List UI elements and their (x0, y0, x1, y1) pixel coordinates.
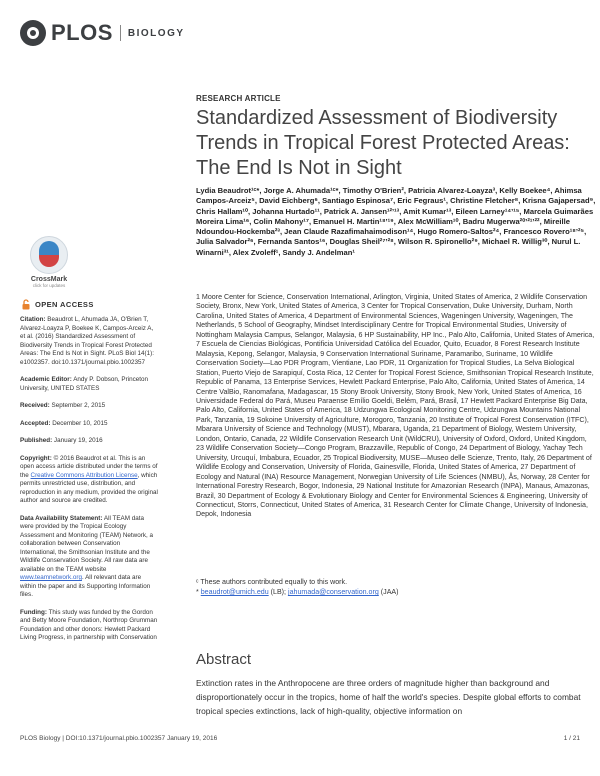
contribution-note: ᶜ These authors contributed equally to this work. (196, 578, 348, 586)
title-line: Standardized Assessment of Biodiversity (196, 107, 558, 129)
page-number: 1 / 21 (563, 735, 580, 742)
abstract-text: Extinction rates in the Anthropocene are three orders of magnitude higher than background and disproportionately occur in the tropics, home of half the world's species. Despite global efforts to combat tropical species extinctions, lack of high-quality, objective information on (196, 678, 581, 716)
crossmark-badge[interactable] (27, 236, 71, 288)
open-access-badge (22, 299, 94, 310)
crossmark-icon (30, 236, 68, 274)
plos-logo-icon (20, 20, 46, 46)
journal-header (20, 20, 185, 46)
article-metadata-sidebar (20, 316, 158, 652)
copyright: Copyright: © 2016 Beaudrot et al. This is an open access article distributed under the terms of the Creative Commons Attribution License, which permits unrestricted use, distribution, and reproduction in any medium, provided the original author and source are credited. (20, 454, 158, 504)
academic-editor: Academic Editor: Andy P. Dobson, Princeton University, UNITED STATES (20, 376, 148, 392)
article-title (196, 106, 586, 181)
team-website-link[interactable]: www.teamnetwork.org (20, 574, 82, 581)
footer-citation: PLOS Biology | DOI:10.1371/journal.pbio.1002357 January 19, 2016 (20, 735, 218, 742)
accepted-date: Accepted: December 10, 2015 (20, 419, 108, 427)
funding: Funding: This study was funded by the Gordon and Betty Moore Foundation, Northrop Grumman Foundation and other donors: Hewlett Packard Living Progress, in partnership with Conservation (20, 608, 158, 641)
author-notes (196, 577, 596, 597)
citation: Citation: Beaudrot L, Ahumada JA, O'Brien T, Alvarez-Loayza P, Boekee K, Campos-Arceiz A, et al. (2016) Standardized Assessment of Biodiversity Trends in Tropical Forest Protected Areas: The End Is Not in Sight. PLoS Biol 14(1): e1002357. doi:10.1371/journal.pbio.1002357 (20, 316, 154, 366)
title-line: The End Is Not in Sight (196, 157, 402, 179)
open-access-label: OPEN ACCESS (35, 300, 94, 309)
article-type: RESEARCH ARTICLE (196, 94, 281, 103)
crossmark-label: CrossMark (30, 276, 68, 283)
correspondence: * beaudrot@umich.edu (LB); jahumada@conservation.org (JAA) (196, 588, 399, 596)
logo-text: PLOS (51, 20, 113, 45)
received-date: Received: September 2, 2015 (20, 402, 106, 409)
journal-name: BIOLOGY (127, 27, 185, 39)
logo-divider (120, 25, 121, 41)
author-list: Lydia Beaudrot¹ᶜ*, Jorge A. Ahumada¹ᶜ*, Timothy O'Brien², Patricia Alvarez-Loayza³, Kelly Boekee⁴, Ahimsa Campos-Arceiz⁵, David Eichberg⁶, Santiago Espinosa⁷, Eric Fegraus¹, Christine Fletcher⁸, Krisna Gajapersad⁹, Chris Hallam¹⁰, Johanna Hurtado¹¹, Patrick A. Jansen¹²ʼ¹³, Amit Kumar¹³, Eileen Larney¹⁴ʼ¹⁵, Marcela Guimarães Moreira Lima¹⁶, Colin Mahony¹⁷, Emanuel H. Martin¹⁸ʼ¹⁹, Alex McWilliam¹⁰, Badru Mugerwa²⁰ʼ²¹ʼ²², Mireille Ndoundou-Hockemba²³, Jean Claude Razafimahaimodison¹⁴, Hugo Romero-Saltos²⁴, Francesco Rovero¹⁸ʼ²⁵, Julia Salvador²⁶, Fernanda Santos¹⁶, Douglas Sheil²⁷ʼ²⁸, Wilson R. Spironello²⁹, Michael R. Willig³⁰, Nurul L. Winarni³¹, Alex Zvoleff¹, Sandy J. Andelman¹ (196, 186, 596, 257)
title-line: Trends in Tropical Forest Protected Areas: (196, 132, 570, 154)
data-availability: Data Availability Statement: All TEAM data were provided by the Tropical Ecology Assessment and Monitoring (TEAM) Network, a collaboration between Conservation International, the Smithsonian Institute and the Wildlife Conservation Society. All raw data are available on the TEAM website www.teamnetwork.org. All relevant data are within the paper and its Supporting Information files. (20, 514, 153, 598)
page-footer (20, 735, 580, 742)
published-date: Published: January 19, 2016 (20, 437, 103, 444)
open-lock-icon (22, 299, 30, 310)
cc-license-link[interactable]: Creative Commons Attribution License (30, 471, 138, 479)
abstract-heading: Abstract (196, 651, 252, 668)
email-link-lb[interactable]: beaudrot@umich.edu (200, 588, 269, 596)
affiliations: 1 Moore Center for Science, Conservation International, Arlington, Virginia, United States of America, 2 Wildlife Conservation Society, Bronx, New York, United States of America, 3 Center for Tropical Conservation, Duke University, Durham, North Carolina, United States of America, 4 Department of Environmental Sciences, Wageningen University, Wageningen, The Netherlands, 5 School of Geography, Mindset Interdisciplinary Centre for Tropical Environmental Studies, University of Nottingham Malaysia Campus, Selangor, Malaysia, 6 HP Sustainability, HP Inc., Palo Alto, California, United States of America, 7 Escuela de Ciencias Biológicas, Pontificia Universidad Católica del Ecuador, Quito, Ecuador, 8 Forest Research Institute Malaysia, Kepong, Selangor, Malaysia, 9 Conservation International Suriname, Paramaribo, Suriname, 10 Wildlife Conservation Society—Lao PDR Program, Vientiane, Lao PDR, 11 Organization for Tropical Studies, La Selva Biological Station, Puerto Viejo de Sarapiquí, Costa Rica, 12 Center for Tropical Forest Science, Smithsonian Tropical Research Institute, Republic of Panama, 13 Enterprise Services, Hewlett Packard Enterprise, Palo Alto, California, United States of America, 14 Centre ValBio, Ranomafana, Madagascar, 15 Stony Brook University, Stony Brook, New York, United States of America, 16 Universidade Federal do Pará, Museu Paraense Emílio Goeldi, Belém, Pará, Brasil, 17 Hewlett Packard Enterprise Big Data, Palo Alto, California, United States of America, 18 Udzungwa Ecological Monitoring Centre, Udzungwa Mountains National Park, Tanzania, 19 Sokoine University of Agriculture, Morogoro, Tanzania, 20 Institute of Tropical Forest Conservation (ITFC), Mbarara University of Science and Technology (MUST), Mbarara, Uganda, 21 Department of Biology, Western University, London, Ontario, Canada, 22 Wildlife Conservation Research Unit (WildCRU), University of Oxford, Oxford, United Kingdom, 23 Wildlife Conservation Society—Congo Program, Brazzaville, Republic of Congo, 24 Department of Biology, Yachay Tech University, Urcuquí, Imbabura, Ecuador, 25 Tropical Biodiversity, MUSE—Museo delle Scienze, Trento, Italy, 26 Department of Wildlife Ecology and Conservation, University of Florida, Gainesville, Florida, United States of America, 27 Department of Ecology and Natural (INA) Resource Management, Norwegian University of Life Sciences (NMBU), Ås, Norway, 28 Center for International Forestry Research, Bogor, Indonesia, 29 National Institute for Amazonian Research (INPA), Manaus, Amazonas, Brazil, 30 Department of Ecology & Evolutionary Biology and Center for Environmental Sciences & Engineering, University of Connecticut, Storrs, Connecticut, United States of America, 31 Research Center for Climate Change, University of Indonesia, Depok, Indonesia (196, 293, 595, 519)
email-link-jaa[interactable]: jahumada@conservation.org (288, 588, 379, 596)
crossmark-sublabel: click for updates (32, 283, 66, 288)
